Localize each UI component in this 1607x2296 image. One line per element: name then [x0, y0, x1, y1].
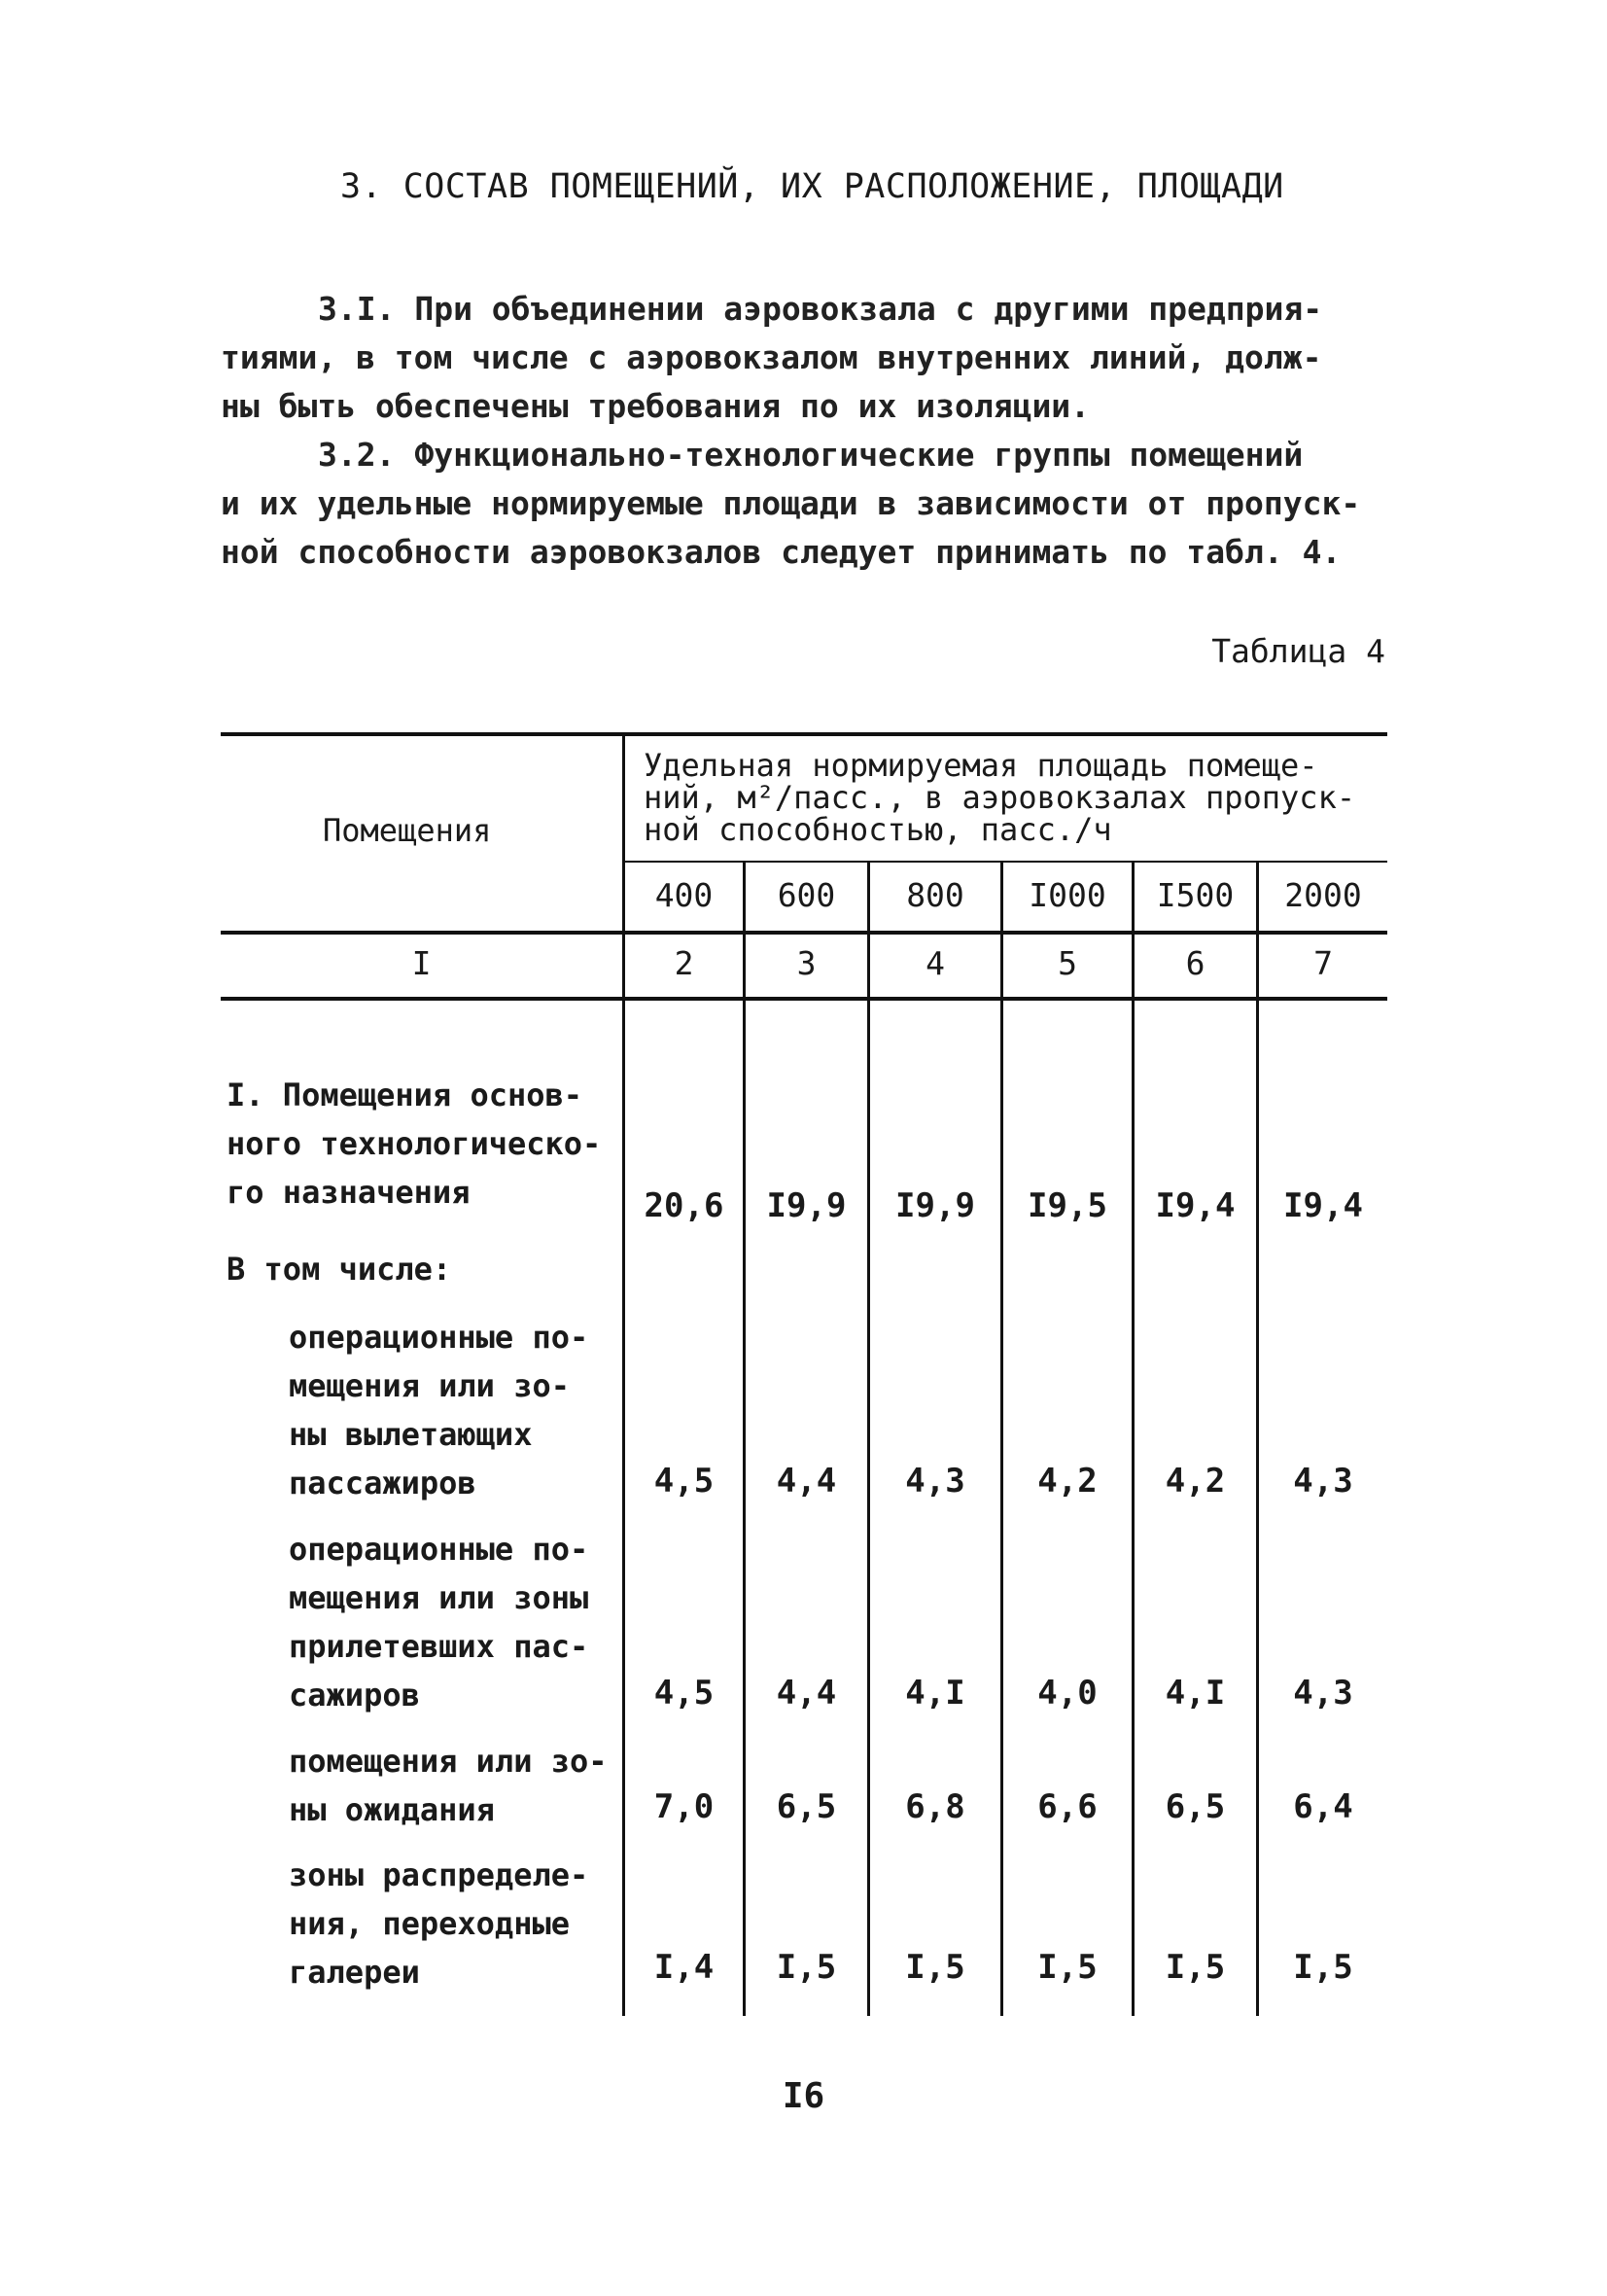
table-cell: I9,4	[1155, 1186, 1236, 1225]
row-label-line: операционные по-	[289, 1319, 589, 1356]
column-divider	[1132, 863, 1135, 2016]
header-group-line: ний, м²/пасс., в аэровокзалах пропуск-	[644, 779, 1356, 816]
table-top-rule	[221, 732, 1387, 736]
row-label-line: мещения или зо-	[289, 1367, 570, 1404]
row-label	[227, 1071, 601, 1217]
table-cell: 20,6	[644, 1186, 724, 1225]
paragraph-line: 3.I. При объединении аэровокзала с другими предприя-	[318, 290, 1323, 328]
table-cell: I9,9	[766, 1186, 847, 1225]
row-label-line: пассажиров	[289, 1465, 476, 1501]
column-divider	[1256, 863, 1259, 2016]
column-divider	[1000, 863, 1003, 2016]
table-number-rule	[221, 997, 1387, 1001]
capacity-header: 800	[906, 876, 964, 914]
data-table	[221, 732, 1387, 2018]
table-header-rule	[221, 931, 1387, 935]
table-cell: I,5	[1165, 1948, 1226, 1987]
table-cell: I,5	[905, 1948, 965, 1987]
row-label-line: галереи	[289, 1954, 420, 1991]
table-caption: Таблица 4	[1211, 632, 1385, 670]
row-label	[289, 1313, 588, 1507]
paragraph-line: 3.2. Функционально-технологические группы помещений	[318, 436, 1304, 474]
column-divider	[867, 863, 870, 2016]
table-cell: 6,4	[1293, 1787, 1353, 1826]
table-cell: I,4	[653, 1948, 715, 1987]
paragraph-line: ны быть обеспечены требования по их изоляции.	[221, 387, 1091, 425]
row-label-line: В том числе:	[227, 1251, 452, 1288]
paragraph-line: тиями, в том числе с аэровокзалом внутренних линий, долж-	[221, 338, 1322, 376]
paragraph-line: и их удельные нормируемые площади в зависимости от пропуск-	[221, 484, 1361, 522]
table-cell: 4,5	[653, 1462, 715, 1501]
table-cell: 7,0	[653, 1787, 715, 1826]
column-number: I	[411, 944, 432, 982]
capacity-header: 400	[654, 876, 714, 914]
row-label-line: мещения или зоны	[289, 1579, 589, 1616]
capacity-header: I500	[1156, 876, 1235, 914]
table-cell: 6,8	[905, 1787, 965, 1826]
row-label-line: зоны распределе-	[289, 1856, 589, 1893]
capacity-header: 600	[777, 876, 836, 914]
table-cell: 4,4	[776, 1462, 837, 1501]
table-cell: I,5	[776, 1948, 837, 1987]
header-group-line: Удельная нормируемая площадь помеще-	[644, 747, 1318, 784]
table-cell: 4,0	[1037, 1674, 1098, 1713]
table-cell: 6,5	[776, 1787, 837, 1826]
table-cell: 4,I	[905, 1674, 965, 1713]
row-label	[227, 1245, 451, 1293]
row-label-line: го назначения	[227, 1174, 471, 1211]
table-cell: I9,9	[895, 1186, 975, 1225]
row-label	[289, 1525, 588, 1719]
header-group	[644, 747, 1392, 848]
row-label-line: ны ожидания	[289, 1791, 495, 1828]
column-number: 6	[1185, 944, 1205, 982]
row-label	[289, 1851, 588, 1996]
row-label-line: сажиров	[289, 1677, 420, 1713]
table-cell: 6,5	[1165, 1787, 1226, 1826]
row-label-line: ния, переходные	[289, 1905, 570, 1942]
capacity-header: 2000	[1284, 876, 1362, 914]
paragraph-3-1	[221, 285, 1416, 431]
row-label-line: ны вылетающих	[289, 1416, 533, 1453]
table-cell: 4,3	[1293, 1462, 1353, 1501]
section-heading: 3. СОСТАВ ПОМЕЩЕНИЙ, ИХ РАСПОЛОЖЕНИЕ, ПЛОЩАДИ	[340, 167, 1284, 206]
column-number: 3	[796, 944, 817, 982]
header-rooms: Помещения	[323, 812, 492, 849]
row-label-line: операционные по-	[289, 1531, 589, 1568]
table-cell: I,5	[1037, 1948, 1098, 1987]
table-cell: 4,3	[1293, 1674, 1353, 1713]
table-cell: I,5	[1293, 1948, 1353, 1987]
table-cell: 4,4	[776, 1674, 837, 1713]
page-number: I6	[782, 2076, 825, 2116]
column-number: 4	[926, 944, 945, 982]
capacity-header: I000	[1029, 876, 1106, 914]
table-cell: 4,2	[1165, 1462, 1226, 1501]
row-label-line: I. Помещения основ-	[227, 1077, 583, 1113]
table-subheader-rule	[624, 861, 1387, 863]
table-cell: 4,I	[1165, 1674, 1226, 1713]
table-cell: I9,4	[1283, 1186, 1363, 1225]
paragraph-3-2	[221, 431, 1416, 577]
column-number: 2	[674, 944, 694, 982]
table-cell: 4,5	[653, 1674, 715, 1713]
column-divider	[743, 863, 746, 2016]
table-cell: I9,5	[1028, 1186, 1107, 1225]
row-label-line: прилетевших пас-	[289, 1628, 589, 1665]
table-cell: 4,2	[1037, 1462, 1098, 1501]
row-label-line: помещения или зо-	[289, 1743, 608, 1780]
column-number: 5	[1058, 944, 1077, 982]
table-cell: 4,3	[905, 1462, 965, 1501]
header-group-line: ной способностью, пасс./ч	[644, 811, 1112, 848]
table-cell: 6,6	[1037, 1787, 1098, 1826]
column-number: 7	[1313, 944, 1333, 982]
row-label	[289, 1737, 608, 1834]
row-label-line: ного технологическо-	[227, 1125, 602, 1162]
paragraph-line: ной способности аэровокзалов следует принимать по табл. 4.	[221, 533, 1342, 571]
